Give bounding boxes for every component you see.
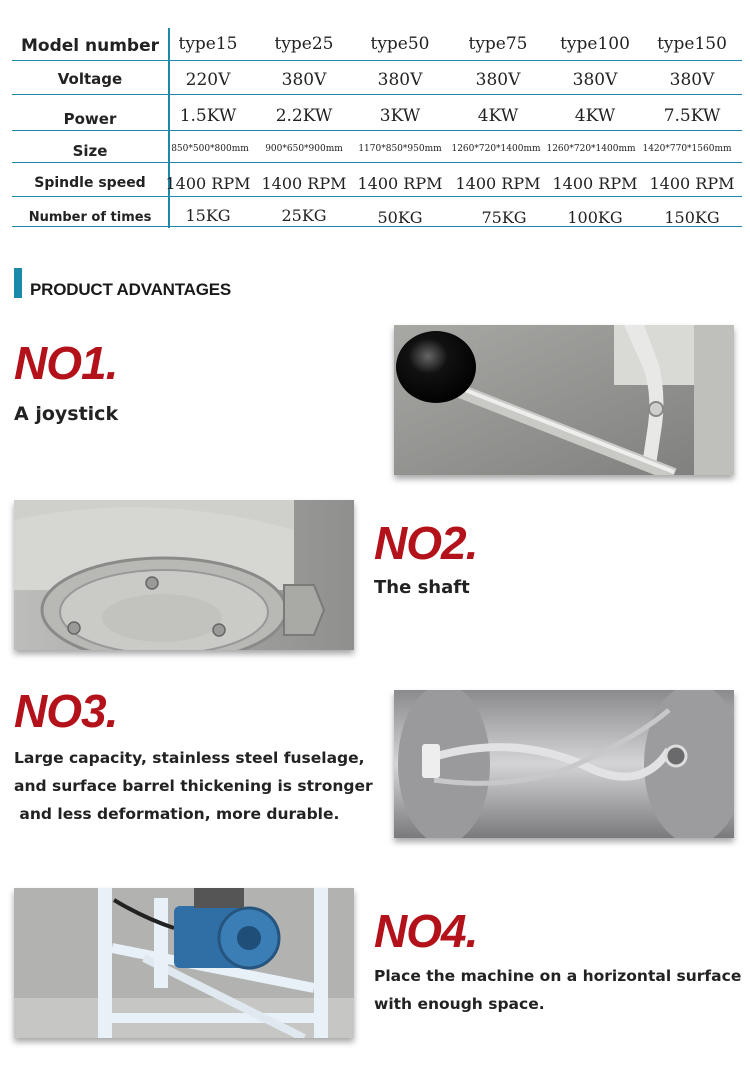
advantage-number-3: NO3. — [14, 685, 118, 737]
table-cell: 75KG — [481, 208, 527, 227]
section-accent-bar — [14, 268, 22, 298]
advantage-line: A joystick — [14, 403, 119, 425]
table-cell: 2.2KW — [275, 106, 333, 126]
table-row-number-of-times — [12, 196, 742, 227]
advantage-line: and less deformation, more durable. — [14, 805, 340, 823]
table-cell: 380V — [475, 70, 521, 90]
joystick-photo — [394, 325, 734, 475]
table-cell: 1400 RPM — [552, 174, 638, 193]
model-name: type75 — [468, 34, 528, 54]
table-cell: 1400 RPM — [649, 174, 735, 193]
table-header-row — [12, 28, 742, 61]
advantage-text-2 — [374, 574, 470, 602]
advantage-number-1: NO1. — [14, 337, 118, 389]
table-cell: 150KG — [664, 208, 720, 227]
table-cell: 4KW — [477, 106, 519, 126]
table-row-power — [12, 94, 742, 131]
table-cell: 900*650*900mm — [265, 144, 343, 154]
machine-stand-photo — [14, 888, 354, 1038]
table-cell: 1400 RPM — [165, 174, 251, 193]
model-name: type15 — [178, 34, 238, 54]
table-cell: 1260*720*1400mm — [546, 144, 636, 154]
section-title: PRODUCT ADVANTAGES — [30, 280, 232, 299]
table-cell: 1170*850*950mm — [358, 144, 442, 154]
table-cell: 25KG — [281, 206, 327, 225]
table-cell: 220V — [185, 70, 231, 90]
table-cell: 380V — [669, 70, 715, 90]
barrel-photo — [394, 690, 734, 838]
table-cell: 380V — [572, 70, 618, 90]
advantage-line: and surface barrel thickening is stronger — [14, 777, 373, 795]
table-cell: 1.5KW — [179, 106, 237, 126]
table-row-voltage — [12, 60, 742, 95]
row-label: Spindle speed — [34, 175, 146, 191]
table-cell: 7.5KW — [663, 106, 721, 126]
table-cell: 3KW — [379, 106, 421, 126]
table-cell: 1400 RPM — [357, 174, 443, 193]
advantage-line: Place the machine on a horizontal surface — [374, 967, 742, 985]
table-cell: 15KG — [185, 206, 231, 225]
table-cell: 380V — [281, 70, 327, 90]
table-row-size — [12, 130, 742, 163]
table-cell: 100KG — [567, 208, 623, 227]
model-number-label: Model number — [20, 36, 160, 56]
advantage-line: Large capacity, stainless steel fuselage, — [14, 749, 365, 767]
model-name: type25 — [274, 34, 334, 54]
row-label: Voltage — [57, 70, 123, 88]
table-cell: 1420*770*1560mm — [642, 144, 732, 154]
advantage-line: with enough space. — [374, 995, 545, 1013]
shaft-photo — [14, 500, 354, 650]
spec-table — [0, 0, 750, 230]
table-cell: 1260*720*1400mm — [451, 144, 541, 154]
advantage-number-4: NO4. — [374, 905, 478, 957]
advantage-number-2: NO2. — [374, 517, 478, 569]
table-row-spindle-speed — [12, 162, 742, 197]
row-label: Power — [63, 110, 117, 128]
model-name: type100 — [560, 34, 630, 54]
table-cell: 50KG — [377, 208, 423, 227]
table-cell: 1400 RPM — [455, 174, 541, 193]
advantage-text-3 — [14, 744, 373, 828]
table-cell: 380V — [377, 70, 423, 90]
advantage-line: The shaft — [374, 577, 470, 598]
advantage-text-4 — [374, 962, 741, 1018]
row-label: Number of times — [28, 210, 152, 225]
advantage-text-1 — [14, 400, 118, 428]
table-cell: 1400 RPM — [261, 174, 347, 193]
row-label: Size — [72, 142, 108, 160]
table-cell: 4KW — [574, 106, 616, 126]
table-cell: 850*500*800mm — [171, 144, 249, 154]
model-name: type50 — [370, 34, 430, 54]
model-name: type150 — [657, 34, 727, 54]
